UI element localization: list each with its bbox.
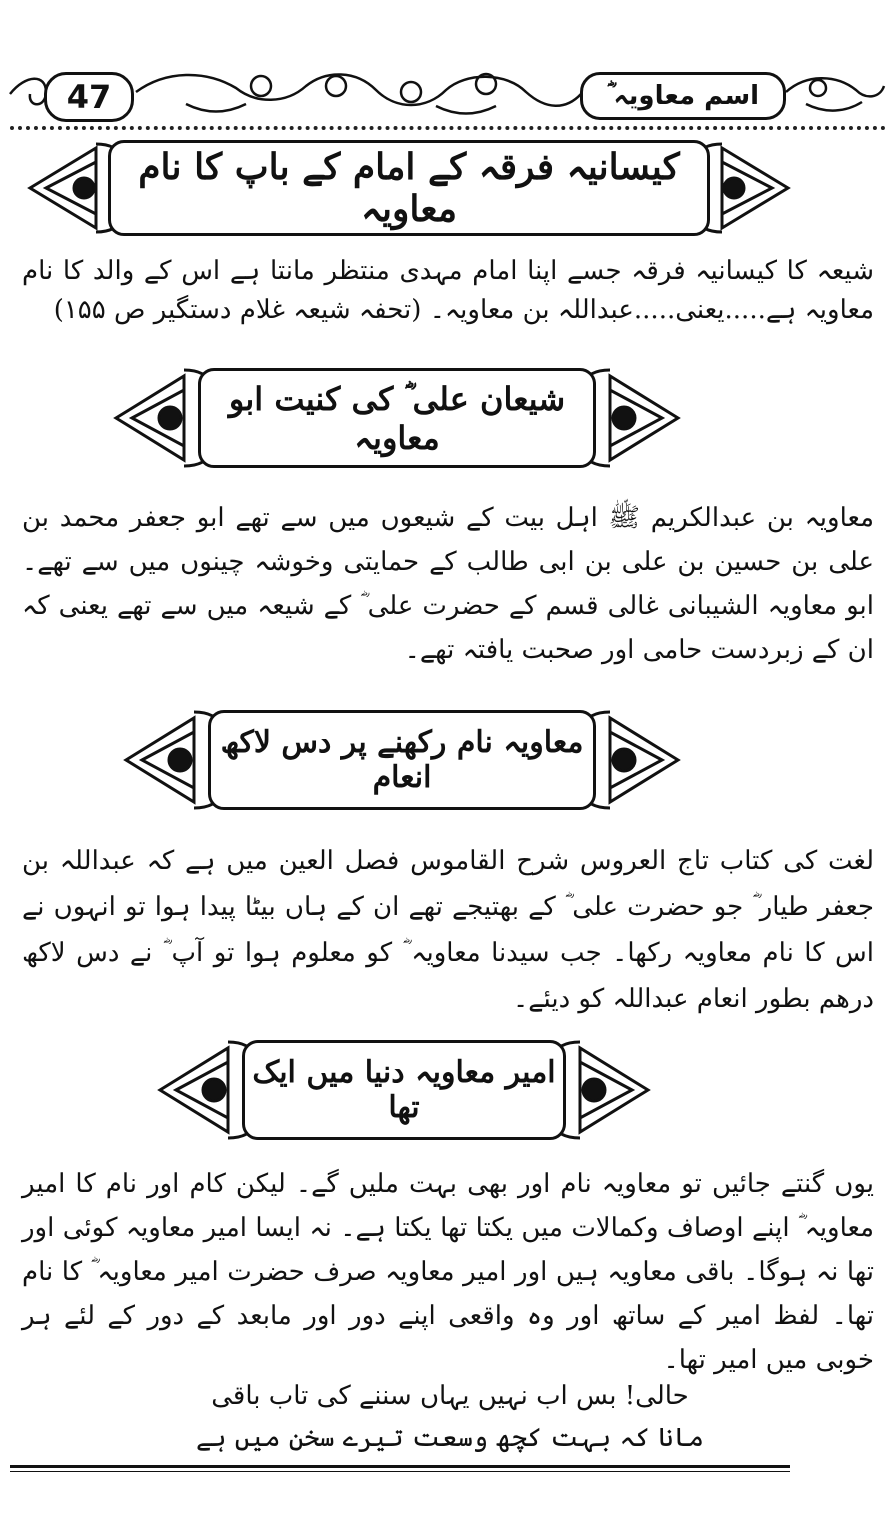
header-divider — [10, 126, 886, 130]
section-body-4: یوں گنتے جائیں تو معاویہ نام اور بھی بہت ملیں گے۔ لیکن کام اور نام کا امیر معاویہ ؓ اپنے اوصاف وکمالات میں یکتا تھا یکتا ہے۔ نہ ایسا امیر معاویہ کوئی اور تھا نہ ہوگا۔ باقی معاویہ ہیں اور امیر معاویہ صرف حضرت امیر معاویہ ؓ کا نام تھا۔ لفظ امیر کے ساتھ اور وہ واقعی اپنے دور اور مابعد کے دور کے لئے ہر خوبی میں امیر تھا۔ — [22, 1169, 874, 1375]
section-heading-text: شیعان علی ؓ کی کنیت ابو معاویہ — [198, 368, 596, 468]
section-body-1: شیعہ کا کیسانیہ فرقہ جسے اپنا امام مہدی منتظر مانتا ہے اس کے والد کا نام معاویہ ہے.....یعنی.....عبداللہ بن معاویہ۔ (تحفہ شیعہ غلام دستگیر ص ۱۵۵) — [22, 256, 874, 325]
footer-rule-thin — [10, 1471, 790, 1472]
page-number: 47 — [44, 72, 134, 122]
section-heading-3 — [122, 704, 682, 816]
section-body-3: لغت کی کتاب تاج العروس شرح القاموس فصل العین میں ہے کہ عبداللہ بن جعفر طیار ؓ جو حضرت علی ؓ کے بھتیجے تھے ان کے ہاں بیٹا پیدا ہوا تو انہوں نے اس کا نام معاویہ رکھا۔ جب سیدنا معاویہ ؓ کو معلوم ہوا تو آپ ؓ نے دس لاکھ درھم بطور انعام عبداللہ کو دیئے۔ — [22, 846, 874, 1014]
section-heading-4 — [156, 1034, 652, 1146]
section-heading-text: کیسانیہ فرقہ کے امام کے باپ کا نام معاویہ — [108, 140, 710, 236]
verse-line-2: مانا کہ بہت کچھ وسعت تیرے سخن میں ہے — [196, 1423, 704, 1453]
verse-line-1: حالی! بس اب نہیں یہاں سننے کی تاب باقی — [211, 1381, 689, 1411]
section-heading-2 — [112, 362, 682, 474]
section-heading-text: معاویہ نام رکھنے پر دس لاکھ انعام — [208, 710, 596, 810]
running-title: اسم معاویہ ؓ — [580, 72, 786, 120]
section-heading-1 — [26, 136, 792, 240]
section-body-2: معاویہ بن عبدالکریم ﷺ اہل بیت کے شیعوں میں سے تھے ابو جعفر محمد بن علی بن حسین بن علی بن ابی طالب کے حمایتی وخوشہ چینوں میں سے تھے۔ ابو معاویہ الشیبانی غالی قسم کے حضرت علی ؓ کے شیعہ میں سے تھے یعنی کہ ان کے زبردست حامی اور صحبت یافتہ تھے۔ — [22, 503, 874, 665]
footer-rule — [10, 1465, 790, 1468]
section-heading-text: امیر معاویہ دنیا میں ایک تھا — [242, 1040, 566, 1140]
